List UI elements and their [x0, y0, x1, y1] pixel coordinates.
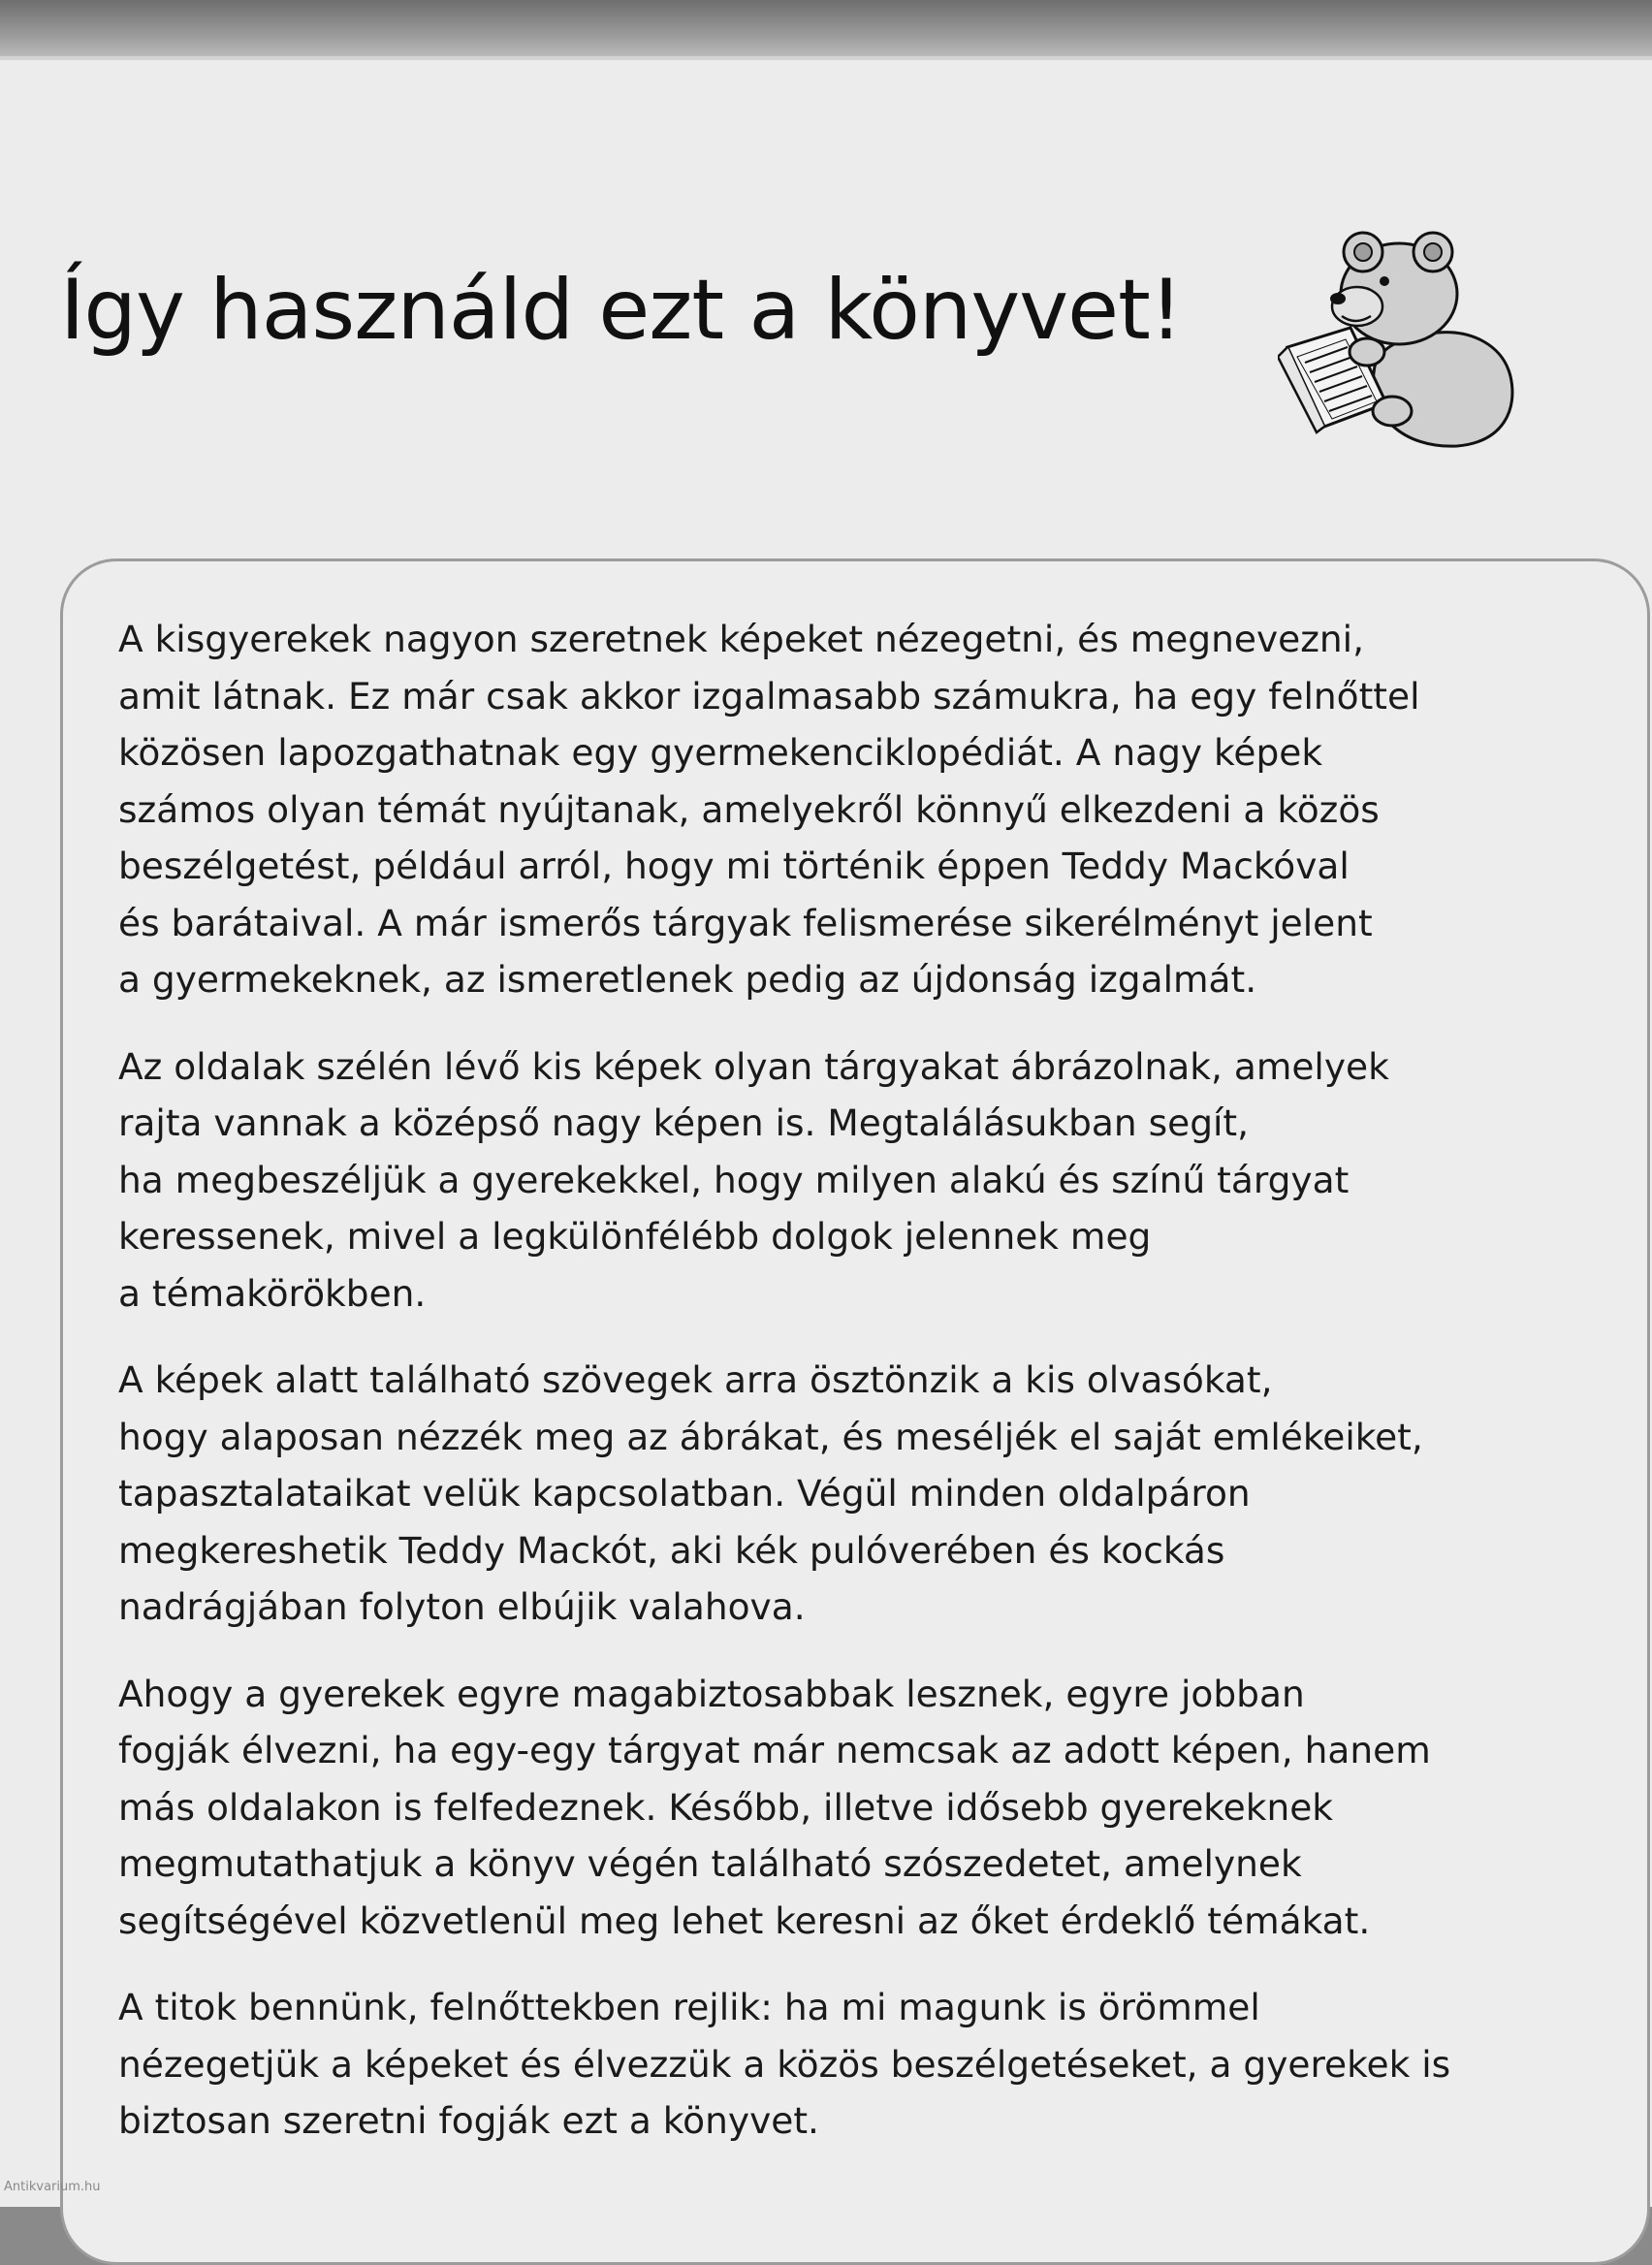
background-strip — [0, 0, 1652, 58]
paragraph: A titok bennünk, felnőttekben rejlik: ha mi magunk is örömmel nézegetjük a képeket és élvezzük a közös beszélgetéseket, a gyerekek is biztosan szeretni fogják ezt a könyvet. — [118, 1986, 1451, 2142]
bear-eye — [1380, 276, 1389, 286]
bear-ear-right-inner — [1424, 243, 1442, 261]
watermark: Antikvarium.hu — [4, 2180, 101, 2194]
intro-text — [118, 611, 1592, 2180]
page-title: Így használd ezt a könyvet! — [60, 262, 1183, 359]
paragraph: Az oldalak szélén lévő kis képek olyan tárgyakat ábrázolnak, amelyek rajta vannak a középső nagy képen is. Megtalálásukban segít, ha megbeszéljük a gyerekekkel, hogy milyen alakú és színű tárgyat keressenek, mivel a legkülönfélébb dolgok jelennek meg a témakörökben. — [118, 1044, 1389, 1315]
paragraph: A képek alatt található szövegek arra ösztönzik a kis olvasókat, hogy alaposan nézzék meg az ábrákat, és meséljék el saját emlékeiket, tapasztalataikat velük kapcsolatban. Végül minden oldalpáron megkereshetik Teddy Mackót, aki kék pulóverében és kockás nadrágjában folyton elbújik valahova. — [118, 1358, 1423, 1628]
bear-body — [1373, 333, 1512, 447]
paragraph: A kisgyerekek nagyon szeretnek képeket nézegetni, és megnevezni, amit látnak. Ez már csak akkor izgalmasabb számukra, ha egy felnőttel közösen lapozgathatnak egy gyermekenciklopédiát. A nagy képek számos olyan témát nyújtanak, amelyekről könnyű elkezdeni a közös beszélgetést, például arról, hogy mi történik éppen Teddy Mackóval és barátaival. A már ismerős tárgyak felismerése sikerélményt jelent a gyermekeknek, az ismeretlenek pedig az újdonság izgalmát. — [118, 618, 1420, 1001]
bear-ear-left-inner — [1354, 243, 1372, 261]
teddy-bear-reading-icon — [1278, 221, 1520, 463]
bear-paw-lower — [1373, 397, 1412, 426]
bear-paw-upper — [1350, 338, 1384, 366]
bear-nose — [1330, 293, 1346, 304]
paragraph: Ahogy a gyerekek egyre magabiztosabbak lesznek, egyre jobban fogják élvezni, ha egy-egy tárgyat már nemcsak az adott képen, hanem más oldalakon is felfedeznek. Később, illetve idősebb gyerekeknek megmutathatjuk a könyv végén található szószedetet, amelynek segítségével közvetlenül meg lehet keresni az őket érdeklő témákat. — [118, 1672, 1431, 1942]
